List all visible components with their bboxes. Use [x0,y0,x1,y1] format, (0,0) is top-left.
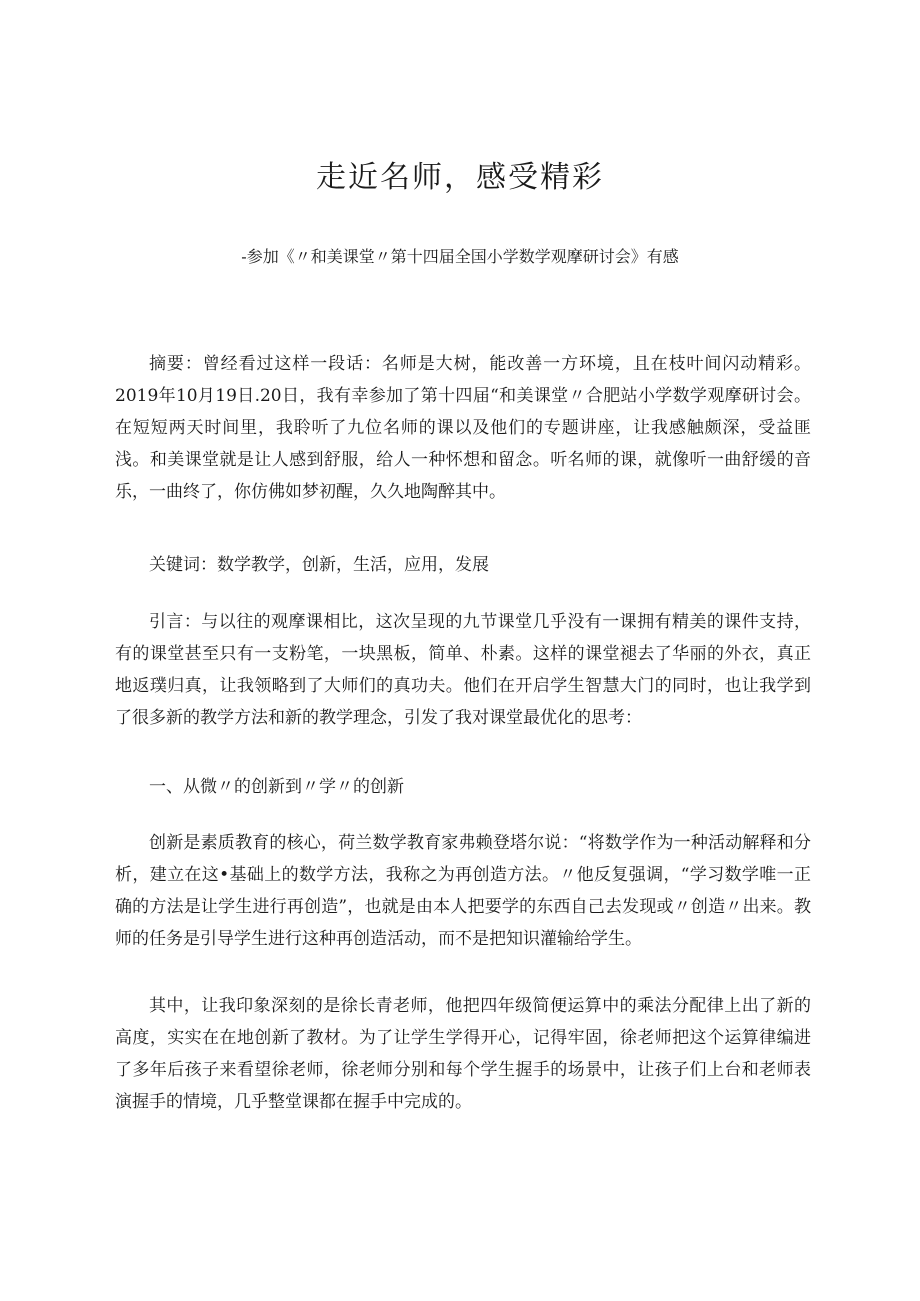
document-title: 走近名师，感受精彩 [316,160,604,195]
abstract-paragraph: 摘要：曾经看过这样一段话：名师是大树，能改善一方环境，且在枝叶间闪动精彩。2019年10月19日.20日，我有幸参加了第十四届“和美课堂〃合肥站小学数学观摩研讨会。在短短两天时间里，我聆听了九位名师的课以及他们的专题讲座，让我感触颇深，受益匪浅。和美课堂就是让人感到舒服，给人一种怀想和留念。听名师的课，就像听一曲舒缓的音乐，一曲终了，你仿佛如梦初醒，久久地陶醉其中。 [115,354,811,502]
section-heading: 一、从微〃的创新到〃学〃的创新 [149,777,404,797]
body-paragraph: 创新是素质教育的核心，荷兰数学教育家弗赖登塔尔说：“将数学作为一种活动解释和分析，建立在这•基础上的数学方法，我称之为再创造方法。〃他反复强调，“学习数学唯一正确的方法是让学生进行再创造”，也就是由本人把要学的东西自己去发现或〃创造〃出来。教师的任务是引导学生进行这种再创造活动，而不是把知识灌输给学生。 [115,833,811,949]
body-paragraph: 其中，让我印象深刻的是徐长青老师，他把四年级简便运算中的乘法分配律上出了新的高度，实实在在地创新了教材。为了让学生学得开心，记得牢固，徐老师把这个运算律编进了多年后孩子来看望徐老师，徐老师分别和每个学生握手的场景中，让孩子们上台和老师表演握手的情境，几乎整堂课都在握手中完成的。 [115,996,811,1112]
introduction-paragraph: 引言：与以往的观摩课相比，这次呈现的九节课堂几乎没有一课拥有精美的课件支持，有的课堂甚至只有一支粉笔，一块黑板，简单、朴素。这样的课堂褪去了华丽的外衣，真正地返璞归真，让我领略到了大师们的真功夫。他们在开启学生智慧大门的同时，也让我学到了很多新的教学方法和新的教学理念，引发了我对课堂最优化的思考： [115,612,811,728]
document-subtitle: -参加《〃和美课堂〃第十四届全国小学数学观摩研讨会》有感 [241,247,679,266]
keywords-paragraph: 关键词：数学教学，创新，生活，应用，发展 [149,555,489,575]
